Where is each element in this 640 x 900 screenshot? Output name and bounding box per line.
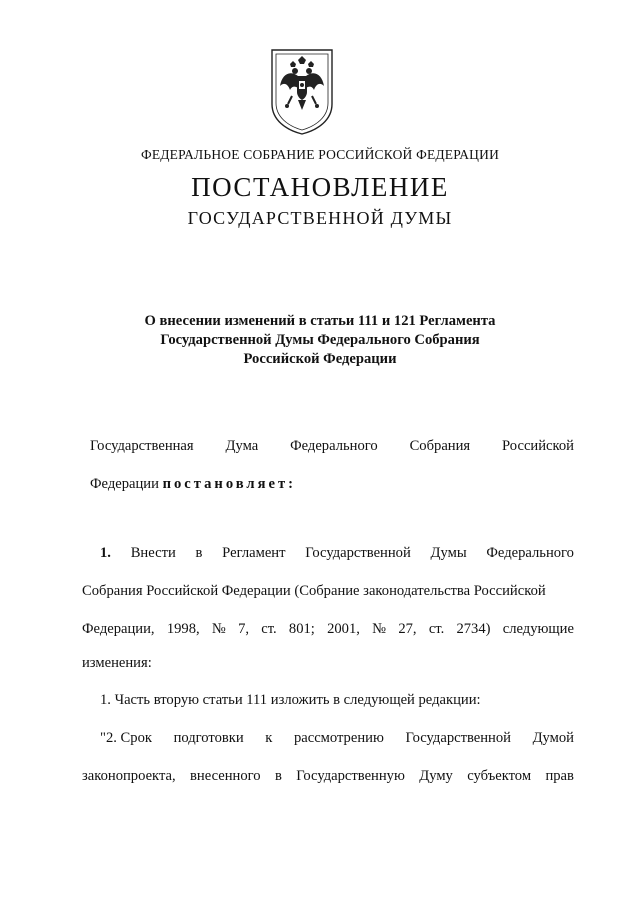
subject-line: Российской Федерации xyxy=(243,351,397,367)
quote-line-2: законопроекта, внесенного в Государственную Думу субъектом прав xyxy=(82,768,574,784)
resolves-keyword: постановляет: xyxy=(162,476,297,492)
document-subject xyxy=(0,312,640,369)
document-type-title: ПОСТАНОВЛЕНИЕ xyxy=(191,172,449,202)
subject-line: Государственной Думы Федерального Собрания xyxy=(160,332,480,348)
clause-1-line-3: Федерации, 1998, № 7, ст. 801; 2001, № 27, ст. 2734) следующие xyxy=(82,621,574,637)
document-issuer: ГОСУДАРСТВЕННОЙ ДУМЫ xyxy=(187,208,453,228)
preamble-line-2: Федерации постановляет: xyxy=(90,476,297,492)
quote-line-1: "2. Срок подготовки к рассмотрению Государственной Думой xyxy=(100,730,574,746)
coat-of-arms-emblem xyxy=(268,46,336,136)
clause-number: 1. xyxy=(100,545,111,561)
clause-1-line-4: изменения: xyxy=(82,655,152,671)
subject-line: О внесении изменений в статьи 111 и 121 Регламента xyxy=(144,313,496,329)
clause-1-line-2: Собрания Российской Федерации (Собрание законодательства Российской xyxy=(82,583,546,599)
clause-1-line-1: 1. Внести в Регламент Государственной Думы Федерального xyxy=(100,545,574,561)
subclause-1: 1. Часть вторую статьи 111 изложить в следующей редакции: xyxy=(100,692,481,708)
preamble-line-1: Государственная Дума Федерального Собрания Российской xyxy=(90,438,574,454)
organization-name: ФЕДЕРАЛЬНОЕ СОБРАНИЕ РОССИЙСКОЙ ФЕДЕРАЦИИ xyxy=(140,147,500,162)
